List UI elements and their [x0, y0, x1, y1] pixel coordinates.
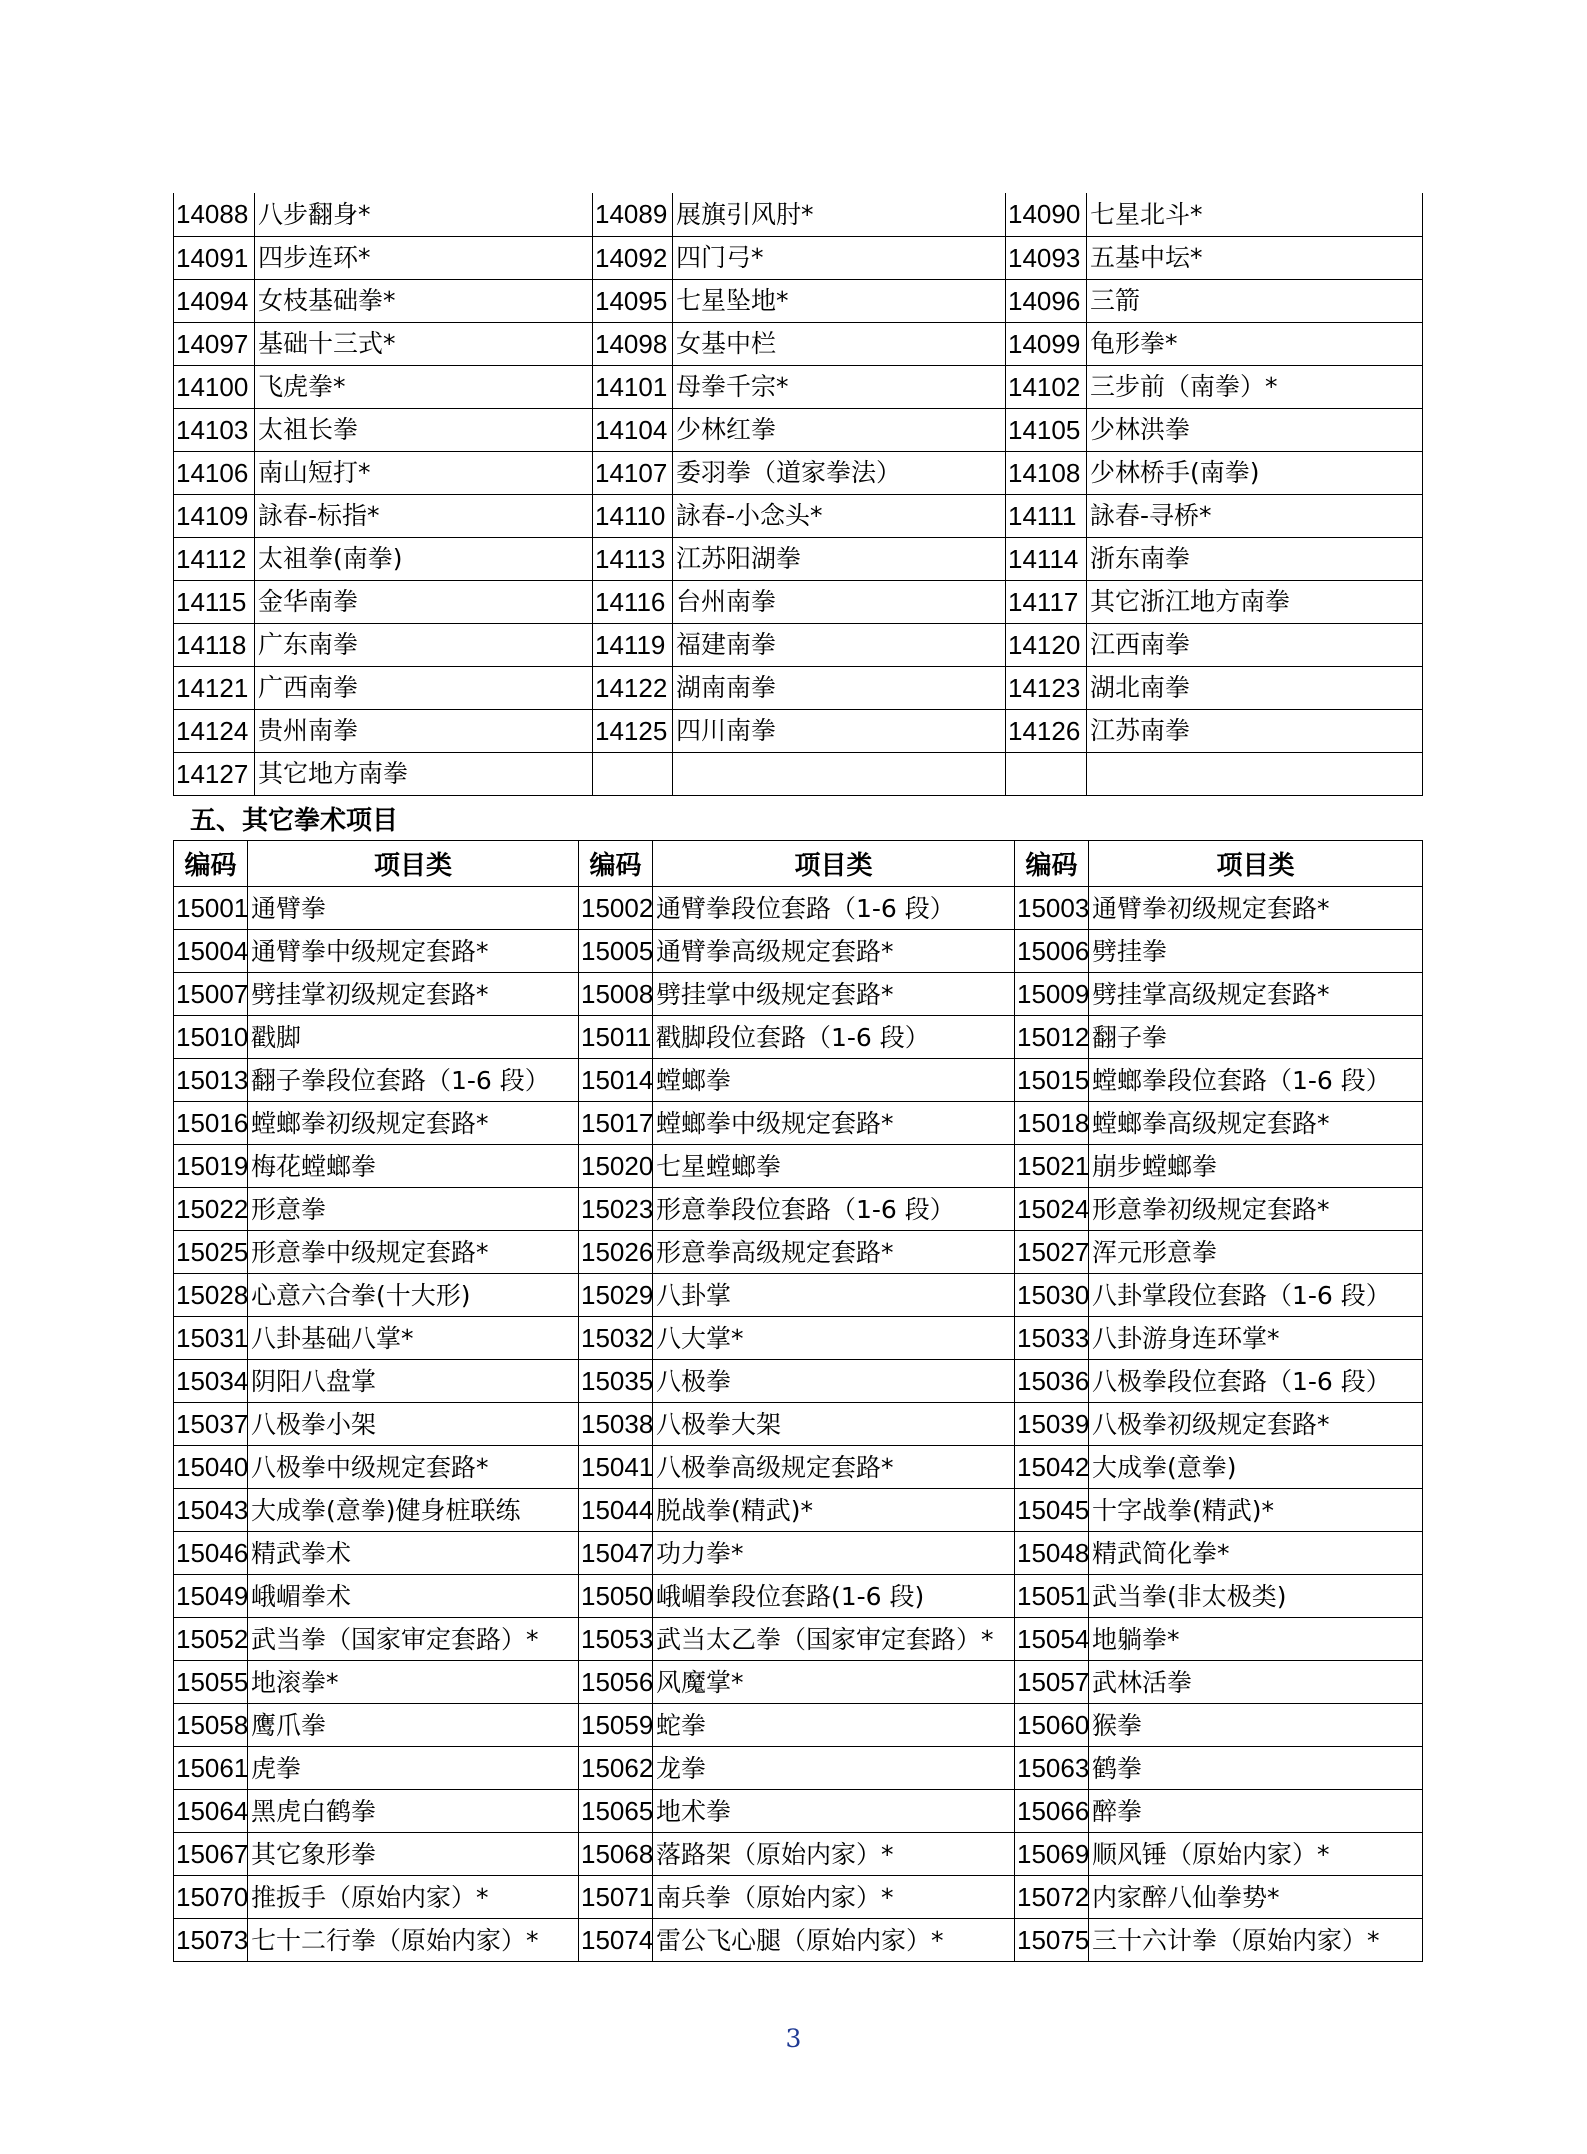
- table-row: [174, 666, 1423, 709]
- item-code: [593, 752, 673, 795]
- item-name: 广西南拳: [255, 666, 593, 709]
- table-row: [174, 1876, 1423, 1919]
- item-code: 14111: [1006, 494, 1087, 537]
- item-code: 15012: [1015, 1016, 1089, 1059]
- table-row: [174, 1360, 1423, 1403]
- item-code: 15006: [1015, 930, 1089, 973]
- item-code: 15028: [174, 1274, 248, 1317]
- item-name: 戳脚段位套路（1-6 段）: [653, 1016, 1015, 1059]
- item-name: 武当拳（国家审定套路）*: [248, 1618, 579, 1661]
- item-code: 15010: [174, 1016, 248, 1059]
- item-name: 少林洪拳: [1087, 408, 1423, 451]
- item-code: 15023: [579, 1188, 653, 1231]
- table-row: [174, 1403, 1423, 1446]
- item-name: 崩步螳螂拳: [1089, 1145, 1423, 1188]
- item-code: 15075: [1015, 1919, 1089, 1962]
- item-code: 15072: [1015, 1876, 1089, 1919]
- table-row: [174, 887, 1423, 930]
- item-name: 劈挂掌高级规定套路*: [1089, 973, 1423, 1016]
- item-code: 14109: [174, 494, 255, 537]
- table-row: [174, 1145, 1423, 1188]
- item-code: 14115: [174, 580, 255, 623]
- item-code: 15020: [579, 1145, 653, 1188]
- item-name: [1087, 752, 1423, 795]
- item-name: 形意拳高级规定套路*: [653, 1231, 1015, 1274]
- item-name: 螳螂拳: [653, 1059, 1015, 1102]
- item-name: 功力拳*: [653, 1532, 1015, 1575]
- item-name: 四步连环*: [255, 236, 593, 279]
- table-row: [174, 494, 1423, 537]
- table-row: [174, 752, 1423, 795]
- item-code: 15011: [579, 1016, 653, 1059]
- item-name: 龟形拳*: [1087, 322, 1423, 365]
- item-code: 15051: [1015, 1575, 1089, 1618]
- item-name: 劈挂掌初级规定套路*: [248, 973, 579, 1016]
- item-name: 通臂拳初级规定套路*: [1089, 887, 1423, 930]
- item-code: 15034: [174, 1360, 248, 1403]
- item-code: 14098: [593, 322, 673, 365]
- item-code: 14126: [1006, 709, 1087, 752]
- item-name: 梅花螳螂拳: [248, 1145, 579, 1188]
- item-code: 14118: [174, 623, 255, 666]
- item-name: 四门弓*: [673, 236, 1006, 279]
- item-name: 南山短打*: [255, 451, 593, 494]
- item-code: 15068: [579, 1833, 653, 1876]
- item-code: 15001: [174, 887, 248, 930]
- item-code: 15052: [174, 1618, 248, 1661]
- item-code: 15043: [174, 1489, 248, 1532]
- table-row: [174, 279, 1423, 322]
- item-name: 三十六计拳（原始内家）*: [1089, 1919, 1423, 1962]
- item-code: 15065: [579, 1790, 653, 1833]
- item-name: 大成拳(意拳): [1089, 1446, 1423, 1489]
- item-name: 武林活拳: [1089, 1661, 1423, 1704]
- item-name: 龙拳: [653, 1747, 1015, 1790]
- table-row: [174, 1747, 1423, 1790]
- item-code: 14089: [593, 193, 673, 236]
- item-name: 少林桥手(南拳): [1087, 451, 1423, 494]
- item-name: 大成拳(意拳)健身桩联练: [248, 1489, 579, 1532]
- item-code: 15027: [1015, 1231, 1089, 1274]
- item-code: 14119: [593, 623, 673, 666]
- item-name: 浙东南拳: [1087, 537, 1423, 580]
- item-name: 精武拳术: [248, 1532, 579, 1575]
- item-name: 落路架（原始内家）*: [653, 1833, 1015, 1876]
- item-code: 14114: [1006, 537, 1087, 580]
- item-name: 八极拳段位套路（1-6 段）: [1089, 1360, 1423, 1403]
- item-code: 15018: [1015, 1102, 1089, 1145]
- item-code: 15007: [174, 973, 248, 1016]
- table-row: [174, 1661, 1423, 1704]
- header-item-category: 项目类: [1089, 841, 1423, 887]
- item-code: 14106: [174, 451, 255, 494]
- item-code: 14116: [593, 580, 673, 623]
- table-row: [174, 1231, 1423, 1274]
- item-name: 脱战拳(精武)*: [653, 1489, 1015, 1532]
- item-name: 八卦掌: [653, 1274, 1015, 1317]
- table-row: [174, 973, 1423, 1016]
- item-name: 八极拳: [653, 1360, 1015, 1403]
- item-code: 15014: [579, 1059, 653, 1102]
- item-code: 15064: [174, 1790, 248, 1833]
- page-number: 3: [785, 2024, 802, 2053]
- item-code: 14094: [174, 279, 255, 322]
- continued-item-table: [173, 193, 1423, 796]
- item-code: 14113: [593, 537, 673, 580]
- item-code: 15050: [579, 1575, 653, 1618]
- table-row: [174, 1704, 1423, 1747]
- item-code: 15026: [579, 1231, 653, 1274]
- item-name: 太祖长拳: [255, 408, 593, 451]
- item-code: 15046: [174, 1532, 248, 1575]
- item-code: 15058: [174, 1704, 248, 1747]
- item-name: 八卦掌段位套路（1-6 段）: [1089, 1274, 1423, 1317]
- item-name: [673, 752, 1006, 795]
- item-code: 15029: [579, 1274, 653, 1317]
- item-name: 雷公飞心腿（原始内家）*: [653, 1919, 1015, 1962]
- item-name: 八卦基础八掌*: [248, 1317, 579, 1360]
- item-code: 15049: [174, 1575, 248, 1618]
- item-code: 15024: [1015, 1188, 1089, 1231]
- item-name: 劈挂掌中级规定套路*: [653, 973, 1015, 1016]
- item-code: 14090: [1006, 193, 1087, 236]
- item-name: 其它象形拳: [248, 1833, 579, 1876]
- item-name: 螳螂拳初级规定套路*: [248, 1102, 579, 1145]
- item-code: 15031: [174, 1317, 248, 1360]
- item-code: 14110: [593, 494, 673, 537]
- table-row: [174, 1489, 1423, 1532]
- item-name: 展旗引风肘*: [673, 193, 1006, 236]
- item-code: 15015: [1015, 1059, 1089, 1102]
- item-name: 七十二行拳（原始内家）*: [248, 1919, 579, 1962]
- item-name: 浑元形意拳: [1089, 1231, 1423, 1274]
- item-code: 15038: [579, 1403, 653, 1446]
- item-code: 14093: [1006, 236, 1087, 279]
- item-code: [1006, 752, 1087, 795]
- item-name: 螳螂拳中级规定套路*: [653, 1102, 1015, 1145]
- item-name: 福建南拳: [673, 623, 1006, 666]
- item-name: 形意拳中级规定套路*: [248, 1231, 579, 1274]
- item-name: 飞虎拳*: [255, 365, 593, 408]
- item-name: 女基中栏: [673, 322, 1006, 365]
- item-code: 14123: [1006, 666, 1087, 709]
- item-code: 15035: [579, 1360, 653, 1403]
- item-code: 15066: [1015, 1790, 1089, 1833]
- table-row: [174, 580, 1423, 623]
- item-code: 14101: [593, 365, 673, 408]
- item-code: 15004: [174, 930, 248, 973]
- item-name: 江苏南拳: [1087, 709, 1423, 752]
- item-name: 猴拳: [1089, 1704, 1423, 1747]
- item-code: 14099: [1006, 322, 1087, 365]
- item-code: 14102: [1006, 365, 1087, 408]
- item-name: 江西南拳: [1087, 623, 1423, 666]
- item-name: 醉拳: [1089, 1790, 1423, 1833]
- table-row: [174, 451, 1423, 494]
- table-row: [174, 709, 1423, 752]
- item-code: 15061: [174, 1747, 248, 1790]
- item-code: 14088: [174, 193, 255, 236]
- item-name: 峨嵋拳段位套路(1-6 段): [653, 1575, 1015, 1618]
- item-code: 15005: [579, 930, 653, 973]
- item-code: 15047: [579, 1532, 653, 1575]
- item-code: 14104: [593, 408, 673, 451]
- item-name: 地躺拳*: [1089, 1618, 1423, 1661]
- table-row: [174, 236, 1423, 279]
- item-code: 14097: [174, 322, 255, 365]
- table-header-row: [174, 841, 1423, 887]
- item-name: 螳螂拳高级规定套路*: [1089, 1102, 1423, 1145]
- item-name: 其它浙江地方南拳: [1087, 580, 1423, 623]
- item-code: 15033: [1015, 1317, 1089, 1360]
- item-name: 精武简化拳*: [1089, 1532, 1423, 1575]
- item-name: 广东南拳: [255, 623, 593, 666]
- item-code: 15060: [1015, 1704, 1089, 1747]
- item-name: 地滚拳*: [248, 1661, 579, 1704]
- item-name: 地术拳: [653, 1790, 1015, 1833]
- item-code: 15016: [174, 1102, 248, 1145]
- item-name: 女枝基础拳*: [255, 279, 593, 322]
- table-row: [174, 1446, 1423, 1489]
- item-name: 七星螳螂拳: [653, 1145, 1015, 1188]
- item-code: 14120: [1006, 623, 1087, 666]
- item-name: 翻子拳段位套路（1-6 段）: [248, 1059, 579, 1102]
- other-boxing-items-table: [173, 840, 1423, 1962]
- item-name: 推扳手（原始内家）*: [248, 1876, 579, 1919]
- item-code: 14105: [1006, 408, 1087, 451]
- item-code: 15055: [174, 1661, 248, 1704]
- item-code: 14121: [174, 666, 255, 709]
- item-name: 劈挂拳: [1089, 930, 1423, 973]
- item-name: 通臂拳: [248, 887, 579, 930]
- item-code: 15044: [579, 1489, 653, 1532]
- item-name: 金华南拳: [255, 580, 593, 623]
- section-heading: 五、其它拳术项目: [190, 806, 399, 836]
- item-code: 14122: [593, 666, 673, 709]
- item-code: 15037: [174, 1403, 248, 1446]
- item-name: 戳脚: [248, 1016, 579, 1059]
- table-row: [174, 1833, 1423, 1876]
- item-name: 贵州南拳: [255, 709, 593, 752]
- item-name: 八极拳大架: [653, 1403, 1015, 1446]
- item-name: 黑虎白鹤拳: [248, 1790, 579, 1833]
- item-code: 15063: [1015, 1747, 1089, 1790]
- item-name: 八极拳小架: [248, 1403, 579, 1446]
- item-name: 八极拳初级规定套路*: [1089, 1403, 1423, 1446]
- item-name: 螳螂拳段位套路（1-6 段）: [1089, 1059, 1423, 1102]
- table-row: [174, 322, 1423, 365]
- item-name: 鹤拳: [1089, 1747, 1423, 1790]
- item-name: 风魔掌*: [653, 1661, 1015, 1704]
- item-code: 15017: [579, 1102, 653, 1145]
- item-code: 14091: [174, 236, 255, 279]
- table-row: [174, 930, 1423, 973]
- item-code: 15008: [579, 973, 653, 1016]
- item-code: 15053: [579, 1618, 653, 1661]
- item-code: 14092: [593, 236, 673, 279]
- item-code: 14103: [174, 408, 255, 451]
- item-code: 15041: [579, 1446, 653, 1489]
- item-name: 顺风锤（原始内家）*: [1089, 1833, 1423, 1876]
- item-name: 形意拳: [248, 1188, 579, 1231]
- item-name: 虎拳: [248, 1747, 579, 1790]
- item-name: 形意拳段位套路（1-6 段）: [653, 1188, 1015, 1231]
- item-code: 14124: [174, 709, 255, 752]
- item-code: 15056: [579, 1661, 653, 1704]
- item-code: 15042: [1015, 1446, 1089, 1489]
- item-name: 十字战拳(精武)*: [1089, 1489, 1423, 1532]
- item-code: 15002: [579, 887, 653, 930]
- item-name: 八极拳中级规定套路*: [248, 1446, 579, 1489]
- item-code: 15048: [1015, 1532, 1089, 1575]
- item-code: 15022: [174, 1188, 248, 1231]
- table-row: [174, 1618, 1423, 1661]
- table-row: [174, 1102, 1423, 1145]
- item-name: 阴阳八盘掌: [248, 1360, 579, 1403]
- item-name: 湖北南拳: [1087, 666, 1423, 709]
- item-name: 峨嵋拳术: [248, 1575, 579, 1618]
- table-row: [174, 193, 1423, 236]
- item-code: 15040: [174, 1446, 248, 1489]
- item-name: 八步翻身*: [255, 193, 593, 236]
- item-name: 台州南拳: [673, 580, 1006, 623]
- item-code: 15073: [174, 1919, 248, 1962]
- item-code: 15036: [1015, 1360, 1089, 1403]
- item-name: 江苏阳湖拳: [673, 537, 1006, 580]
- item-name: 八极拳高级规定套路*: [653, 1446, 1015, 1489]
- table-row: [174, 1188, 1423, 1231]
- item-code: 15067: [174, 1833, 248, 1876]
- table-row: [174, 1790, 1423, 1833]
- item-code: 14100: [174, 365, 255, 408]
- item-code: 15019: [174, 1145, 248, 1188]
- table-row: [174, 537, 1423, 580]
- table-row: [174, 1059, 1423, 1102]
- item-name: 翻子拳: [1089, 1016, 1423, 1059]
- item-code: 14095: [593, 279, 673, 322]
- item-code: 14125: [593, 709, 673, 752]
- item-name: 通臂拳中级规定套路*: [248, 930, 579, 973]
- item-code: 15071: [579, 1876, 653, 1919]
- header-code: 编码: [579, 841, 653, 887]
- item-name: 詠春-小念头*: [673, 494, 1006, 537]
- item-code: 15013: [174, 1059, 248, 1102]
- item-name: 七星北斗*: [1087, 193, 1423, 236]
- item-name: 形意拳初级规定套路*: [1089, 1188, 1423, 1231]
- item-code: 15059: [579, 1704, 653, 1747]
- item-code: 14108: [1006, 451, 1087, 494]
- table-row: [174, 1016, 1423, 1059]
- item-name: 蛇拳: [653, 1704, 1015, 1747]
- item-name: 基础十三式*: [255, 322, 593, 365]
- item-code: 14107: [593, 451, 673, 494]
- item-name: 鹰爪拳: [248, 1704, 579, 1747]
- item-name: 南兵拳（原始内家）*: [653, 1876, 1015, 1919]
- item-code: 15025: [174, 1231, 248, 1274]
- item-code: 14117: [1006, 580, 1087, 623]
- item-code: 15062: [579, 1747, 653, 1790]
- item-code: 14112: [174, 537, 255, 580]
- item-code: 15039: [1015, 1403, 1089, 1446]
- item-code: 15057: [1015, 1661, 1089, 1704]
- table-row: [174, 408, 1423, 451]
- item-name: 其它地方南拳: [255, 752, 593, 795]
- table-row: [174, 1317, 1423, 1360]
- table-row: [174, 623, 1423, 666]
- table-row: [174, 1274, 1423, 1317]
- item-name: 内家醉八仙拳势*: [1089, 1876, 1423, 1919]
- table-row: [174, 1575, 1423, 1618]
- item-name: 武当拳(非太极类): [1089, 1575, 1423, 1618]
- item-code: 15032: [579, 1317, 653, 1360]
- item-code: 15030: [1015, 1274, 1089, 1317]
- item-name: 通臂拳段位套路（1-6 段）: [653, 887, 1015, 930]
- item-code: 15003: [1015, 887, 1089, 930]
- item-code: 15054: [1015, 1618, 1089, 1661]
- item-code: 15070: [174, 1876, 248, 1919]
- table-row: [174, 1919, 1423, 1962]
- item-name: 太祖拳(南拳): [255, 537, 593, 580]
- item-name: 八卦游身连环掌*: [1089, 1317, 1423, 1360]
- item-code: 14127: [174, 752, 255, 795]
- item-code: 15045: [1015, 1489, 1089, 1532]
- item-name: 四川南拳: [673, 709, 1006, 752]
- item-name: 詠春-寻桥*: [1087, 494, 1423, 537]
- item-name: 通臂拳高级规定套路*: [653, 930, 1015, 973]
- item-code: 15069: [1015, 1833, 1089, 1876]
- item-name: 委羽拳（道家拳法）: [673, 451, 1006, 494]
- item-name: 母拳千宗*: [673, 365, 1006, 408]
- header-code: 编码: [174, 841, 248, 887]
- table-row: [174, 1532, 1423, 1575]
- item-code: 14096: [1006, 279, 1087, 322]
- item-name: 詠春-标指*: [255, 494, 593, 537]
- item-name: 三步前（南拳）*: [1087, 365, 1423, 408]
- header-item-category: 项目类: [248, 841, 579, 887]
- item-code: 15021: [1015, 1145, 1089, 1188]
- item-name: 五基中坛*: [1087, 236, 1423, 279]
- header-item-category: 项目类: [653, 841, 1015, 887]
- item-name: 少林红拳: [673, 408, 1006, 451]
- item-name: 心意六合拳(十大形): [248, 1274, 579, 1317]
- item-code: 15009: [1015, 973, 1089, 1016]
- item-name: 湖南南拳: [673, 666, 1006, 709]
- item-name: 武当太乙拳（国家审定套路）*: [653, 1618, 1015, 1661]
- item-name: 七星坠地*: [673, 279, 1006, 322]
- table-row: [174, 365, 1423, 408]
- header-code: 编码: [1015, 841, 1089, 887]
- item-name: 八大掌*: [653, 1317, 1015, 1360]
- item-name: 三箭: [1087, 279, 1423, 322]
- item-code: 15074: [579, 1919, 653, 1962]
